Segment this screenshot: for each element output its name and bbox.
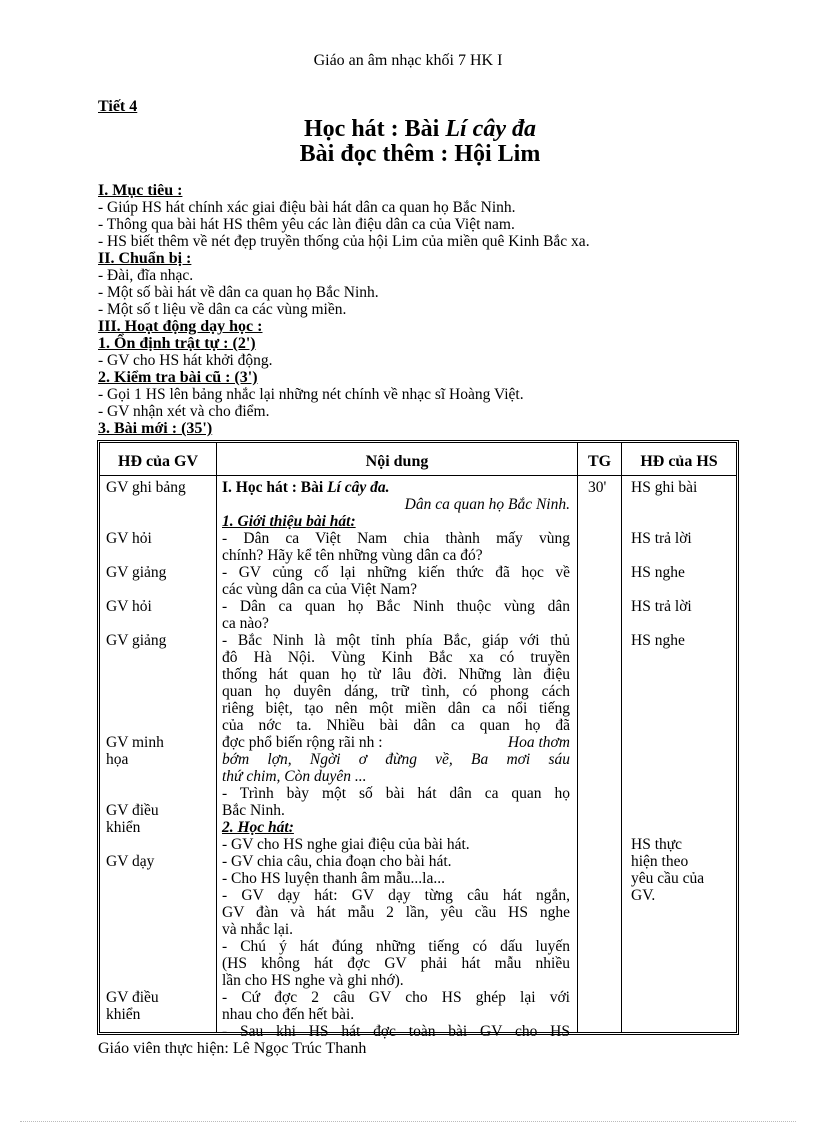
- teacher-activity: GV điều: [106, 802, 159, 819]
- teacher-activity: khiển: [106, 819, 141, 836]
- teacher-activity: GV giảng: [106, 632, 167, 649]
- content-line: thứ chim, Còn duyên ...: [222, 768, 367, 785]
- step-3-heading: 3. Bài mới : (35'): [98, 420, 213, 437]
- content-line: - Chú ý hát đúng những tiếng có dấu luyến: [222, 938, 570, 955]
- content-line: - Dân ca Việt Nam chia thành mấy vùng: [222, 530, 570, 547]
- content-line: - GV chia câu, chia đoạn cho bài hát.: [222, 853, 452, 870]
- student-activity: HS nghe: [631, 564, 685, 581]
- content-subheading: 1. Giới thiệu bài hát:: [222, 513, 356, 530]
- content-line: - Sau khi HS hát đợc toàn bài GV cho HS: [222, 1023, 570, 1040]
- content-line: (HS không hát đợc GV phải hát mẫu nhiều: [222, 955, 570, 972]
- lesson-title: [0, 116, 816, 143]
- content-line: Bắc Ninh.: [222, 802, 285, 819]
- teacher-activity: khiển: [106, 1006, 141, 1023]
- title-prefix: Học hát : Bài: [304, 116, 446, 142]
- time-value: 30': [588, 479, 607, 496]
- content-line: bớm lợn, Ngời ơ đừng về, Ba mơi sáu: [222, 751, 570, 768]
- teacher-activity: GV ghi bảng: [106, 479, 186, 496]
- content-line: - Trình bày một số bài hát dân ca quan họ: [222, 785, 570, 802]
- content-line: riêng biệt, tạo nên một miền dân ca nổi tiếng: [222, 700, 570, 717]
- content-cell: [222, 479, 570, 1040]
- content-line: ca nào?: [222, 615, 269, 632]
- title-song: Lí cây đa: [445, 116, 536, 142]
- content-line: GV đàn và hát mẫu 2 lần, yêu cầu HS nghe: [222, 904, 570, 921]
- student-activity: HS thực: [631, 836, 683, 853]
- content-line: nhau cho đến hết bài.: [222, 1006, 355, 1023]
- col-header-teacher: HĐ của GV: [118, 453, 198, 470]
- content-line: đô Hà Nội. Vùng Kinh Bắc xa có truyền: [222, 649, 570, 666]
- col-header-content: Nội dung: [365, 453, 429, 470]
- student-activity: HS nghe: [631, 632, 685, 649]
- preparation-line: - Một số t liệu về dân ca các vùng miền.: [98, 301, 347, 318]
- page-bottom-divider: [20, 1121, 796, 1122]
- content-subheading: 2. Học hát:: [222, 819, 294, 836]
- content-line: - Cho HS luyện thanh âm mẫu...la...: [222, 870, 445, 887]
- step-2-line: - GV nhận xét và cho điểm.: [98, 403, 270, 420]
- col-header-student: HĐ của HS: [640, 453, 718, 470]
- content-subtitle: Dân ca quan họ Bắc Ninh.: [404, 496, 570, 513]
- step-2-heading: 2. Kiểm tra bài cũ : (3'): [98, 369, 258, 386]
- student-activity: HS trả lời: [631, 598, 692, 615]
- lesson-table: [97, 440, 739, 1040]
- student-activity: yêu cầu của: [631, 870, 705, 887]
- objective-line: - Thông qua bài hát HS thêm yêu các làn điệu dân ca của Việt nam.: [98, 216, 515, 233]
- preparation-line: - Một số bài hát về dân ca quan họ Bắc Ninh.: [98, 284, 379, 301]
- objective-line: - Giúp HS hát chính xác giai điệu bài hát dân ca quan họ Bắc Ninh.: [98, 199, 516, 216]
- content-line: và nhắc lại.: [222, 921, 294, 938]
- content-title: I. Học hát : Bài Lí cây đa.: [222, 479, 390, 496]
- preparation-line: - Đài, đĩa nhạc.: [98, 267, 194, 284]
- content-line: - Bắc Ninh là một tỉnh phía Bắc, giáp với thủ: [222, 632, 570, 649]
- content-line: - GV cho HS nghe giai điệu của bài hát.: [222, 836, 470, 853]
- teacher-activity: GV hỏi: [106, 530, 152, 547]
- student-activity: HS ghi bài: [631, 479, 698, 496]
- student-activity: HS trả lời: [631, 530, 692, 547]
- content-line: quan họ duyên dáng, trữ tình, có phong cách: [222, 683, 570, 700]
- content-line: lần cho HS nghe và ghi nhớ).: [222, 972, 404, 989]
- section-activities-heading: III. Hoạt động dạy học :: [98, 318, 263, 335]
- teacher-activity: GV điều: [106, 989, 159, 1006]
- step-1-heading: 1. Ổn định trật tự : (2'): [98, 335, 256, 352]
- teacher-activity: GV hỏi: [106, 598, 152, 615]
- content-line: đợc phổ biến rộng rãi nh : Hoa thơm: [222, 734, 570, 751]
- section-objectives-heading: I. Mục tiêu :: [98, 182, 183, 199]
- step-2-line: - Gọi 1 HS lên bảng nhắc lại những nét chính về nhạc sĩ Hoàng Việt.: [98, 386, 524, 403]
- footer-teacher: Giáo viên thực hiện: Lê Ngọc Trúc Thanh: [98, 1040, 367, 1057]
- col-header-time: TG: [587, 453, 612, 470]
- content-line: của nớc ta. Nhiều bài dân ca quan họ đã: [222, 717, 570, 734]
- section-preparation-heading: II. Chuẩn bị :: [98, 250, 192, 267]
- content-line: - Dân ca quan họ Bắc Ninh thuộc vùng dân: [222, 598, 570, 615]
- teacher-activity: họa: [106, 751, 129, 768]
- content-line: - GV dạy hát: GV dạy từng câu hát ngắn,: [222, 887, 570, 904]
- teacher-activity: GV dạy: [106, 853, 155, 870]
- teacher-activity: GV minh: [106, 734, 164, 751]
- lesson-subtitle: Bài đọc thêm : Hội Lim: [299, 141, 541, 167]
- student-activity: GV.: [631, 887, 656, 904]
- content-line: thống hát quan họ từ lâu đời. Những làn điệu: [222, 666, 570, 683]
- content-line: - GV củng cố lại những kiến thức đã học về: [222, 564, 570, 581]
- lesson-number: Tiết 4: [98, 98, 138, 115]
- objective-line: - HS biết thêm về nét đẹp truyền thống của hội Lim của miền quê Kinh Bắc xa.: [98, 233, 590, 250]
- teacher-activity: GV giảng: [106, 564, 167, 581]
- step-1-line: - GV cho HS hát khởi động.: [98, 352, 273, 369]
- content-line: các vùng dân ca của Việt Nam?: [222, 581, 418, 598]
- content-line: chính? Hãy kể tên những vùng dân ca đó?: [222, 547, 483, 564]
- student-activity: hiện theo: [631, 853, 689, 870]
- page-header: Giáo an âm nhạc khối 7 HK I: [313, 52, 503, 69]
- content-line: - Cứ đợc 2 câu GV cho HS ghép lại với: [222, 989, 570, 1006]
